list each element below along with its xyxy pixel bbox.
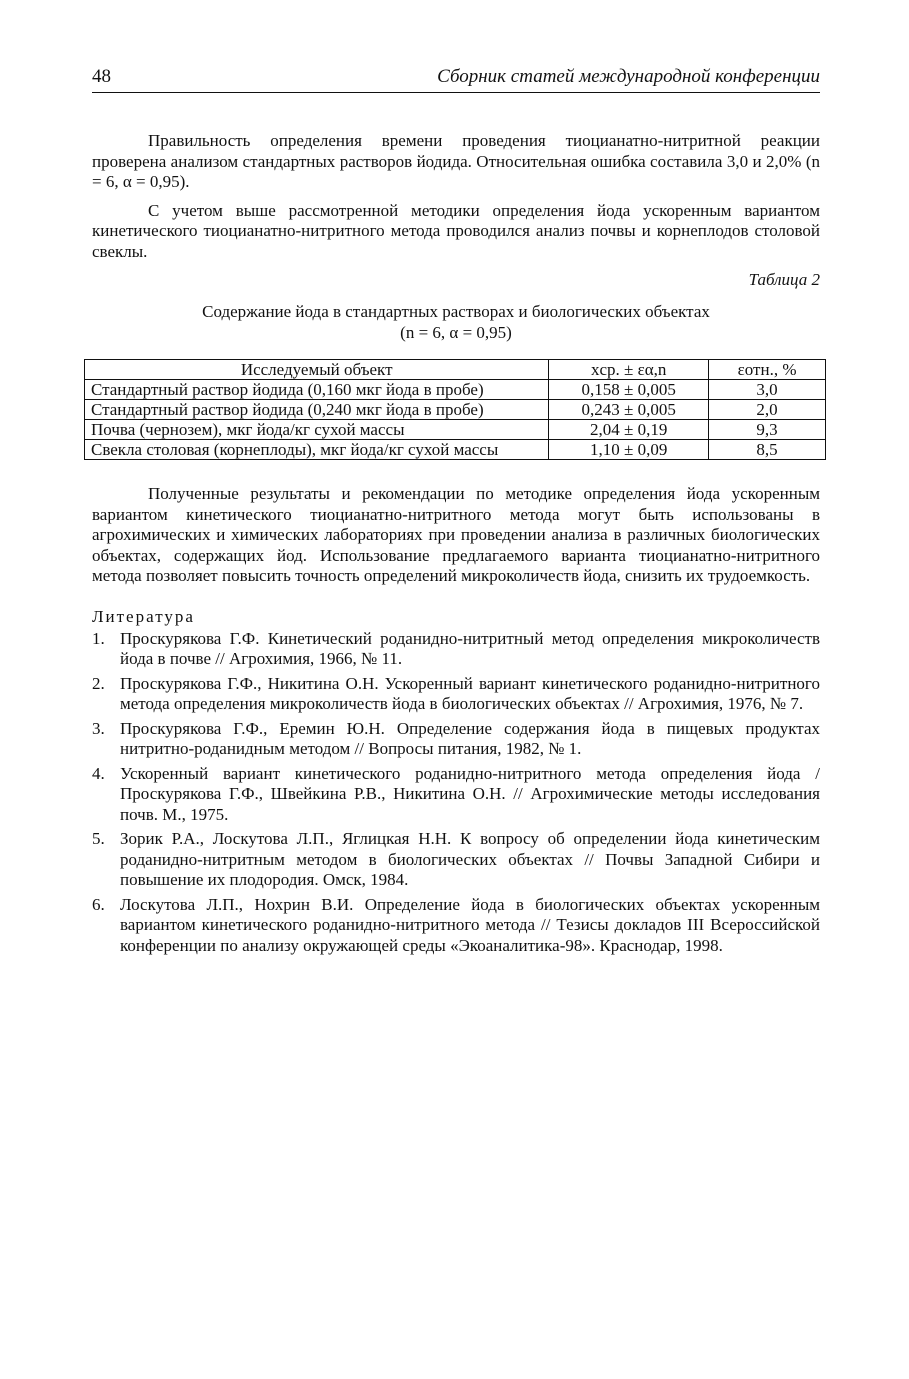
column-header-object: Исследуемый объект [85,360,549,380]
table-caption [92,302,820,343]
journal-title: Сборник статей международной конференции [437,66,820,87]
cell-mean: 0,243 ± 0,005 [549,400,709,420]
page-header [92,66,820,93]
reference-text: Проскурякова Г.Ф. Кинетический роданидно-нитритный метод определения микроколичеств йода в почве // Агрохимия, 1966, № 11. [120,628,820,668]
reference-text: Проскурякова Г.Ф., Еремин Ю.Н. Определение содержания йода в пищевых продуктах нитритно-роданидным методом // Вопросы питания, 1982, № 1. [120,718,820,758]
reference-item [92,719,820,760]
reference-text: Зорик Р.А., Лоскутова Л.П., Яглицкая Н.Н. К вопросу об определении йода кинетическим роданидно-нитритным методом в биологических объектах // Почвы Западной Сибири и повышение их плодородия. Омск, 1984. [120,829,820,889]
table-row [85,400,826,420]
reference-number: 4. [92,763,105,783]
reference-number: 2. [92,673,105,693]
paragraph-analysis: С учетом выше рассмотренной методики определения йода ускоренным вариантом кинетического тиоцианатно-нитритного метода проводился анализ почвы и корнеплодов столовой свеклы. [92,200,820,261]
cell-mean: 2,04 ± 0,19 [549,420,709,440]
table-caption-line2: (n = 6, α = 0,95) [400,322,512,342]
table-header-row [85,360,826,380]
cell-mean: 0,158 ± 0,005 [549,380,709,400]
page-number: 48 [92,66,111,87]
cell-mean: 1,10 ± 0,09 [549,440,709,460]
reference-text: Проскурякова Г.Ф., Никитина О.Н. Ускоренный вариант кинетического роданидно-нитритного метода определения микроколичеств йода в биологических объектах // Агрохимия, 1976, № 7. [120,673,820,713]
reference-number: 1. [92,628,105,648]
paragraph-accuracy: Правильность определения времени проведения тиоцианатно-нитритной реакции проверена анализом стандартных растворов йодида. Относительная ошибка составила 3,0 и 2,0% (n = 6, α = 0,95). [92,131,820,191]
cell-error: 3,0 [709,380,826,400]
reference-item [92,629,820,670]
reference-number: 3. [92,718,105,738]
results-table [84,359,826,460]
table-label: Таблица 2 [748,270,820,289]
reference-item [92,829,820,891]
document-page [92,66,820,960]
table-row [85,380,826,400]
cell-object: Почва (чернозем), мкг йода/кг сухой массы [85,420,549,440]
table-row [85,420,826,440]
cell-object: Свекла столовая (корнеплоды), мкг йода/кг сухой массы [85,440,549,460]
cell-error: 8,5 [709,440,826,460]
column-header-mean: xср. ± εα,n [549,360,709,380]
references-heading: Литература [92,606,195,626]
table-caption-line1: Содержание йода в стандартных растворах и биологических объектах [202,302,710,321]
reference-item [92,895,820,957]
cell-error: 9,3 [709,420,826,440]
cell-object: Стандартный раствор йодида (0,240 мкг йода в пробе) [85,400,549,420]
cell-object: Стандартный раствор йодида (0,160 мкг йода в пробе) [85,380,549,400]
references-list [92,629,820,957]
table-row [85,440,826,460]
reference-number: 5. [92,829,105,848]
reference-text: Лоскутова Л.П., Нохрин В.И. Определение йода в биологических объектах ускоренным вариантом кинетического роданидно-нитритного метода // Тезисы докладов III Всероссийской конференции по анализу окружающей среды «Экоаналитика-98». Краснодар, 1998. [120,894,820,955]
column-header-error: εотн., % [709,360,826,380]
reference-item [92,674,820,715]
cell-error: 2,0 [709,400,826,420]
reference-item [92,764,820,826]
reference-number: 6. [92,894,105,914]
paragraph-conclusion: Полученные результаты и рекомендации по методике определения йода ускоренным вариантом кинетического тиоцианатно-нитритного метода могут быть использованы в агрохимических и химических лабораториях при проведении анализа в различных биологических объектах, содержащих йод. Использование предлагаемого варианта тиоцианатно-нитритного метода позволяет повысить точность определений микроколичеств йода, снизить их трудоемкость. [92,484,820,585]
reference-text: Ускоренный вариант кинетического роданидно-нитритного метода определения йода / Проскурякова Г.Ф., Швейкина Р.В., Никитина О.Н. // Агрохимические методы исследования почв. М., 1975. [120,763,820,824]
